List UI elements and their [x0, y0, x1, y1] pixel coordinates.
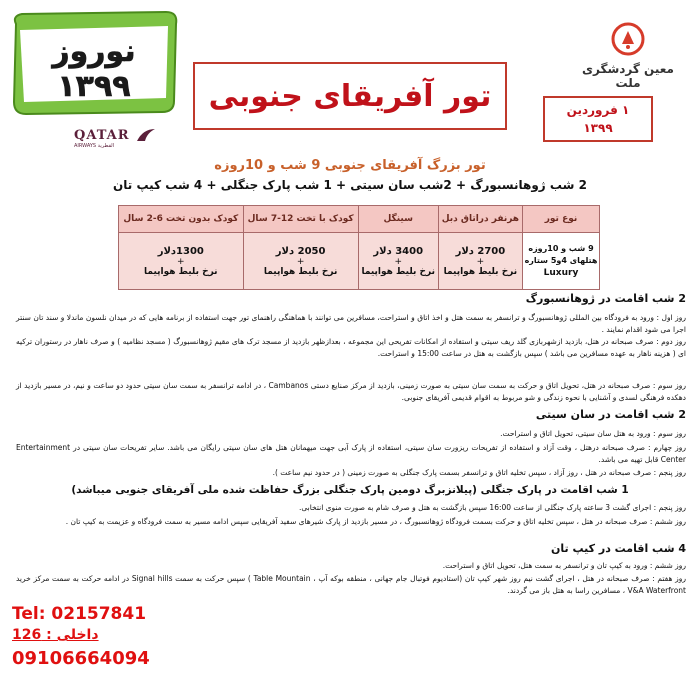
phone-number[interactable]: Tel: 02157841 — [12, 604, 147, 624]
tour-desc: 9 شب و 10روزه هتلهای 4و5 ستاره — [524, 244, 598, 265]
extension: داخلی : 126 — [12, 627, 99, 643]
day7-text: روز هفتم : صرف صبحانه در هتل ، اجرای گشت نیم روز شهر کیپ تان (استادیوم فوتبال جام جهانی ، منطقه بوکه آپ ، Table Mountain ) سپس حرکت به سمت Signal hills در ادامه حرکت به سمت مرکز خرید V&A Waterfront ، مسافرین راسا به هتل باز می گردند. — [16, 574, 686, 595]
badge-shape — [6, 6, 182, 118]
price-cell-child-bed — [243, 233, 358, 290]
section-johannesburg-title: 2 شب اقامت در ژوهانسبورگ — [525, 292, 686, 305]
ticket-note: نرخ بلیط هواپیما — [443, 266, 518, 277]
tour-grade: Luxury — [543, 268, 579, 278]
brand-name: معین گردشگری ملت — [582, 62, 674, 90]
tour-itinerary-summary: 2 شب ژوهانسبورگ + 2شب سان سیتی + 1 شب پارک جنگلی + 4 شب کیپ تان — [113, 178, 587, 192]
logo-mark-icon — [611, 22, 645, 56]
airline-name: QATAR — [74, 128, 130, 143]
price-single: 3400 دلار — [373, 245, 424, 257]
day1-text: روز اول : ورود به فرودگاه بین المللی ژوهانسبورگ و ترانسفر به سمت هتل و اخذ اتاق و استراحت، مسافرین می توانند با هماهنگی راهنمای تور جهت استفاده از برنامه هایی که در میدان نلسون ماندلا و سند تان سنتر اجرا می شود اقدام نمایند . — [16, 313, 686, 334]
date-box — [543, 96, 653, 142]
header-child-bed: کودک با تخت 12-7 سال — [243, 206, 358, 233]
price-child-bed: 2050 دلار — [275, 245, 326, 257]
section-suncity-title: 2 شب اقامت در سان سیتی — [535, 408, 686, 421]
day4-text: روز چهارم : صرف صبحانه درهتل ، وقت آزاد و استفاده از تفریحات ریزورت سان سیتی، استفاده از پارک آبی جهت میهمانان هتل های سان سیتی رایگان می باشد. سایر تفریحات سان سیتی در Entertainment Center قابل تهیه می باشد. — [16, 443, 686, 464]
header-double: هرنفر دراتاق دبل — [438, 206, 522, 233]
table-header-row — [119, 206, 600, 233]
day3b-text: روز سوم : ورود به هتل سان سیتی، تحویل اتاق و استراحت. — [500, 429, 686, 438]
header-tour-type: نوع تور — [523, 206, 600, 233]
day3-text: روز سوم : صرف صبحانه در هتل، تحویل اتاق و حرکت به سمت سان سیتی به صورت زمینی، بازدید از مرکز صنایع دستی Cambanos ، در ادامه ترانسفر به سمت سان سیتی حدود دو ساعت و نیم، در مسیر بازدید از دهکده فرهنگی لسدی و آشنایی با نحوه زندگی و شو مربوط به اقوام قدیمی آفریقای جنوبی. — [16, 381, 686, 402]
plus-sign: + — [394, 256, 402, 267]
day5b-text: روز پنجم : اجرای گشت 3 ساعته پارک جنگلی از ساعت 16:00 سپس بازگشت به هتل و صرف شام به صورت منوی انتخابی. — [299, 503, 686, 512]
day6b-text: روز ششم : ورود به کیپ تان و ترانسفر به سمت هتل، تحویل اتاق و استراحت. — [442, 561, 686, 570]
contact-block — [12, 604, 232, 669]
price-cell-double — [438, 233, 522, 290]
ticket-note: نرخ بلیط هواپیما — [263, 266, 338, 277]
airline-logo — [74, 124, 184, 149]
ticket-note: نرخ بلیط هواپیما — [144, 266, 218, 277]
badge-line2: ۱۳۹۹ — [57, 69, 131, 104]
plus-sign: + — [476, 256, 485, 267]
company-logo — [572, 22, 684, 90]
table-row — [119, 233, 600, 290]
header-single: سینگل — [358, 206, 438, 233]
date-day: ۱ فروردین — [566, 103, 630, 117]
price-cell-single — [358, 233, 438, 290]
price-table — [118, 205, 600, 290]
day5-text: روز پنجم : صرف صبحانه در هتل ، روز آزاد ، سپس تخلیه اتاق و ترانسفر بسمت پارک جنگلی به صورت زمینی ( در حدود نیم ساعت ). — [272, 468, 686, 477]
mobile-number[interactable]: 09106664094 — [12, 648, 150, 669]
day2-text: روز دوم : صرف صبحانه در هتل، بازدید ازشهربازی گلد ریف سیتی و استفاده از امکانات تفریحی این مجموعه ، بعدازظهر بازدید از مسجد ترک های مقیم ژوهانسبورگ ( مسجد نظامیه ) و صرف ناهار در رستوران ترکیه ای ( هزینه ناهار به عهده مسافرین می باشد ) سپس بازگشت به هتل در ساعت 15:00 و استراحت. — [16, 337, 686, 358]
header-child-nobed: کودک بدون تخت 6-2 سال — [119, 206, 244, 233]
tour-headline: تور بزرگ آفریقای جنوبی 9 شب و 10روزه — [214, 158, 486, 173]
price-double: 2700 دلار — [455, 245, 506, 257]
day6-text: روز ششم : صرف صبحانه در هتل ، سپس تخلیه اتاق و حرکت بسمت فرودگاه ژوهانسبورگ ، در مسیر بازدید از پارک شیرهای سفید آفریقایی سپس ادامه مسیر به سمت فرودگاه و عزیمت به کیپ تان . — [65, 517, 686, 526]
plus-sign: + — [177, 256, 185, 267]
price-child-nobed: 1300دلار — [157, 245, 204, 257]
section-capetown-title: 4 شب اقامت در کیپ تان — [551, 542, 686, 555]
oryx-icon — [135, 127, 157, 143]
plus-sign: + — [296, 256, 305, 267]
ticket-note: نرخ بلیط هواپیما — [361, 266, 435, 277]
airline-sub: AIRWAYS القطرية — [74, 143, 115, 149]
section-pilanesberg-title: 1 شب اقامت در پارک جنگلی (پیلانزبرگ دومین پارک جنگلی بزرگ حفاظت شده ملی آفریقای جنوبی میباشد) — [71, 484, 629, 496]
tour-type-cell — [523, 233, 600, 290]
title-box — [193, 62, 507, 130]
nowruz-badge — [6, 6, 182, 118]
badge-line1: نوروز — [52, 34, 136, 69]
date-year: ۱۳۹۹ — [583, 121, 613, 135]
page-title: تور آفریقای جنوبی — [208, 78, 492, 114]
price-cell-child-nobed — [119, 233, 244, 290]
